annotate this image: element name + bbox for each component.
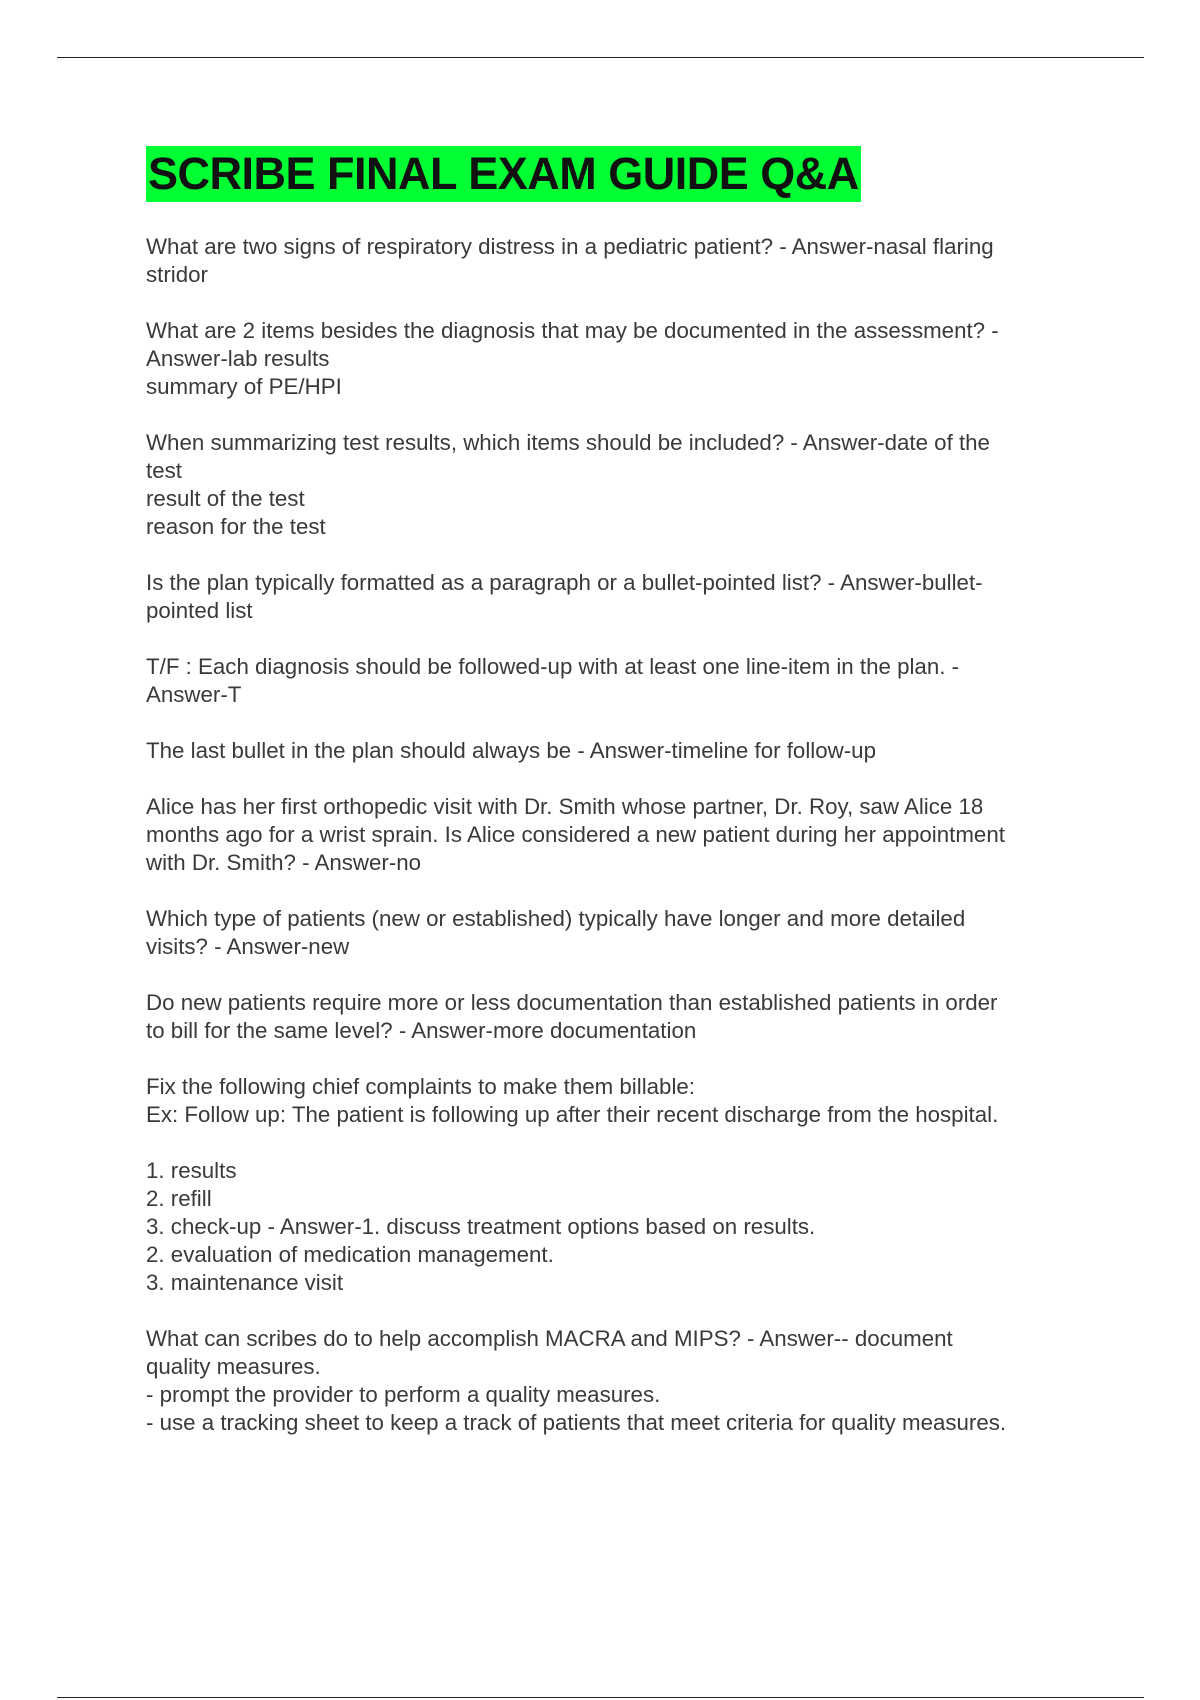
document-title: SCRIBE FINAL EXAM GUIDE Q&A xyxy=(146,146,861,202)
qa-list xyxy=(146,233,1086,1437)
qa-item: 1. results 2. refill 3. check-up - Answer-1. discuss treatment options based on results. 2. evaluation of medication management. 3. maintenance visit xyxy=(146,1158,816,1295)
document-body xyxy=(146,146,1086,1465)
qa-item: Do new patients require more or less documentation than established patients in order to bill for the same level? - Answer-more documentation xyxy=(146,990,998,1043)
title-block xyxy=(146,146,1086,213)
qa-item: What can scribes do to help accomplish MACRA and MIPS? - Answer-- document quality measures. - prompt the provider to perform a quality measures. - use a tracking sheet to keep a track of patients that meet criteria for quality measures. xyxy=(146,1326,1007,1435)
qa-item: Alice has her first orthopedic visit with Dr. Smith whose partner, Dr. Roy, saw Alice 18 months ago for a wrist sprain. Is Alice considered a new patient during her appointment with Dr. Smith? - Answer-no xyxy=(146,794,1005,875)
qa-item: Which type of patients (new or established) typically have longer and more detailed visits? - Answer-new xyxy=(146,906,966,959)
qa-item: T/F : Each diagnosis should be followed-up with at least one line-item in the plan. - Answer-T xyxy=(146,654,960,707)
qa-item: Is the plan typically formatted as a paragraph or a bullet-pointed list? - Answer-bullet- pointed list xyxy=(146,570,983,623)
qa-item: What are two signs of respiratory distress in a pediatric patient? - Answer-nasal flaring stridor xyxy=(146,234,994,287)
bottom-rule xyxy=(57,1697,1144,1698)
qa-item: What are 2 items besides the diagnosis that may be documented in the assessment? - Answer-lab results summary of PE/HPI xyxy=(146,318,999,399)
top-rule xyxy=(57,57,1144,58)
qa-item: The last bullet in the plan should always be - Answer-timeline for follow-up xyxy=(146,738,876,763)
qa-item: Fix the following chief complaints to make them billable: Ex: Follow up: The patient is following up after their recent discharge from the hospital. xyxy=(146,1074,999,1127)
qa-item: When summarizing test results, which items should be included? - Answer-date of the test result of the test reason for the test xyxy=(146,430,990,539)
